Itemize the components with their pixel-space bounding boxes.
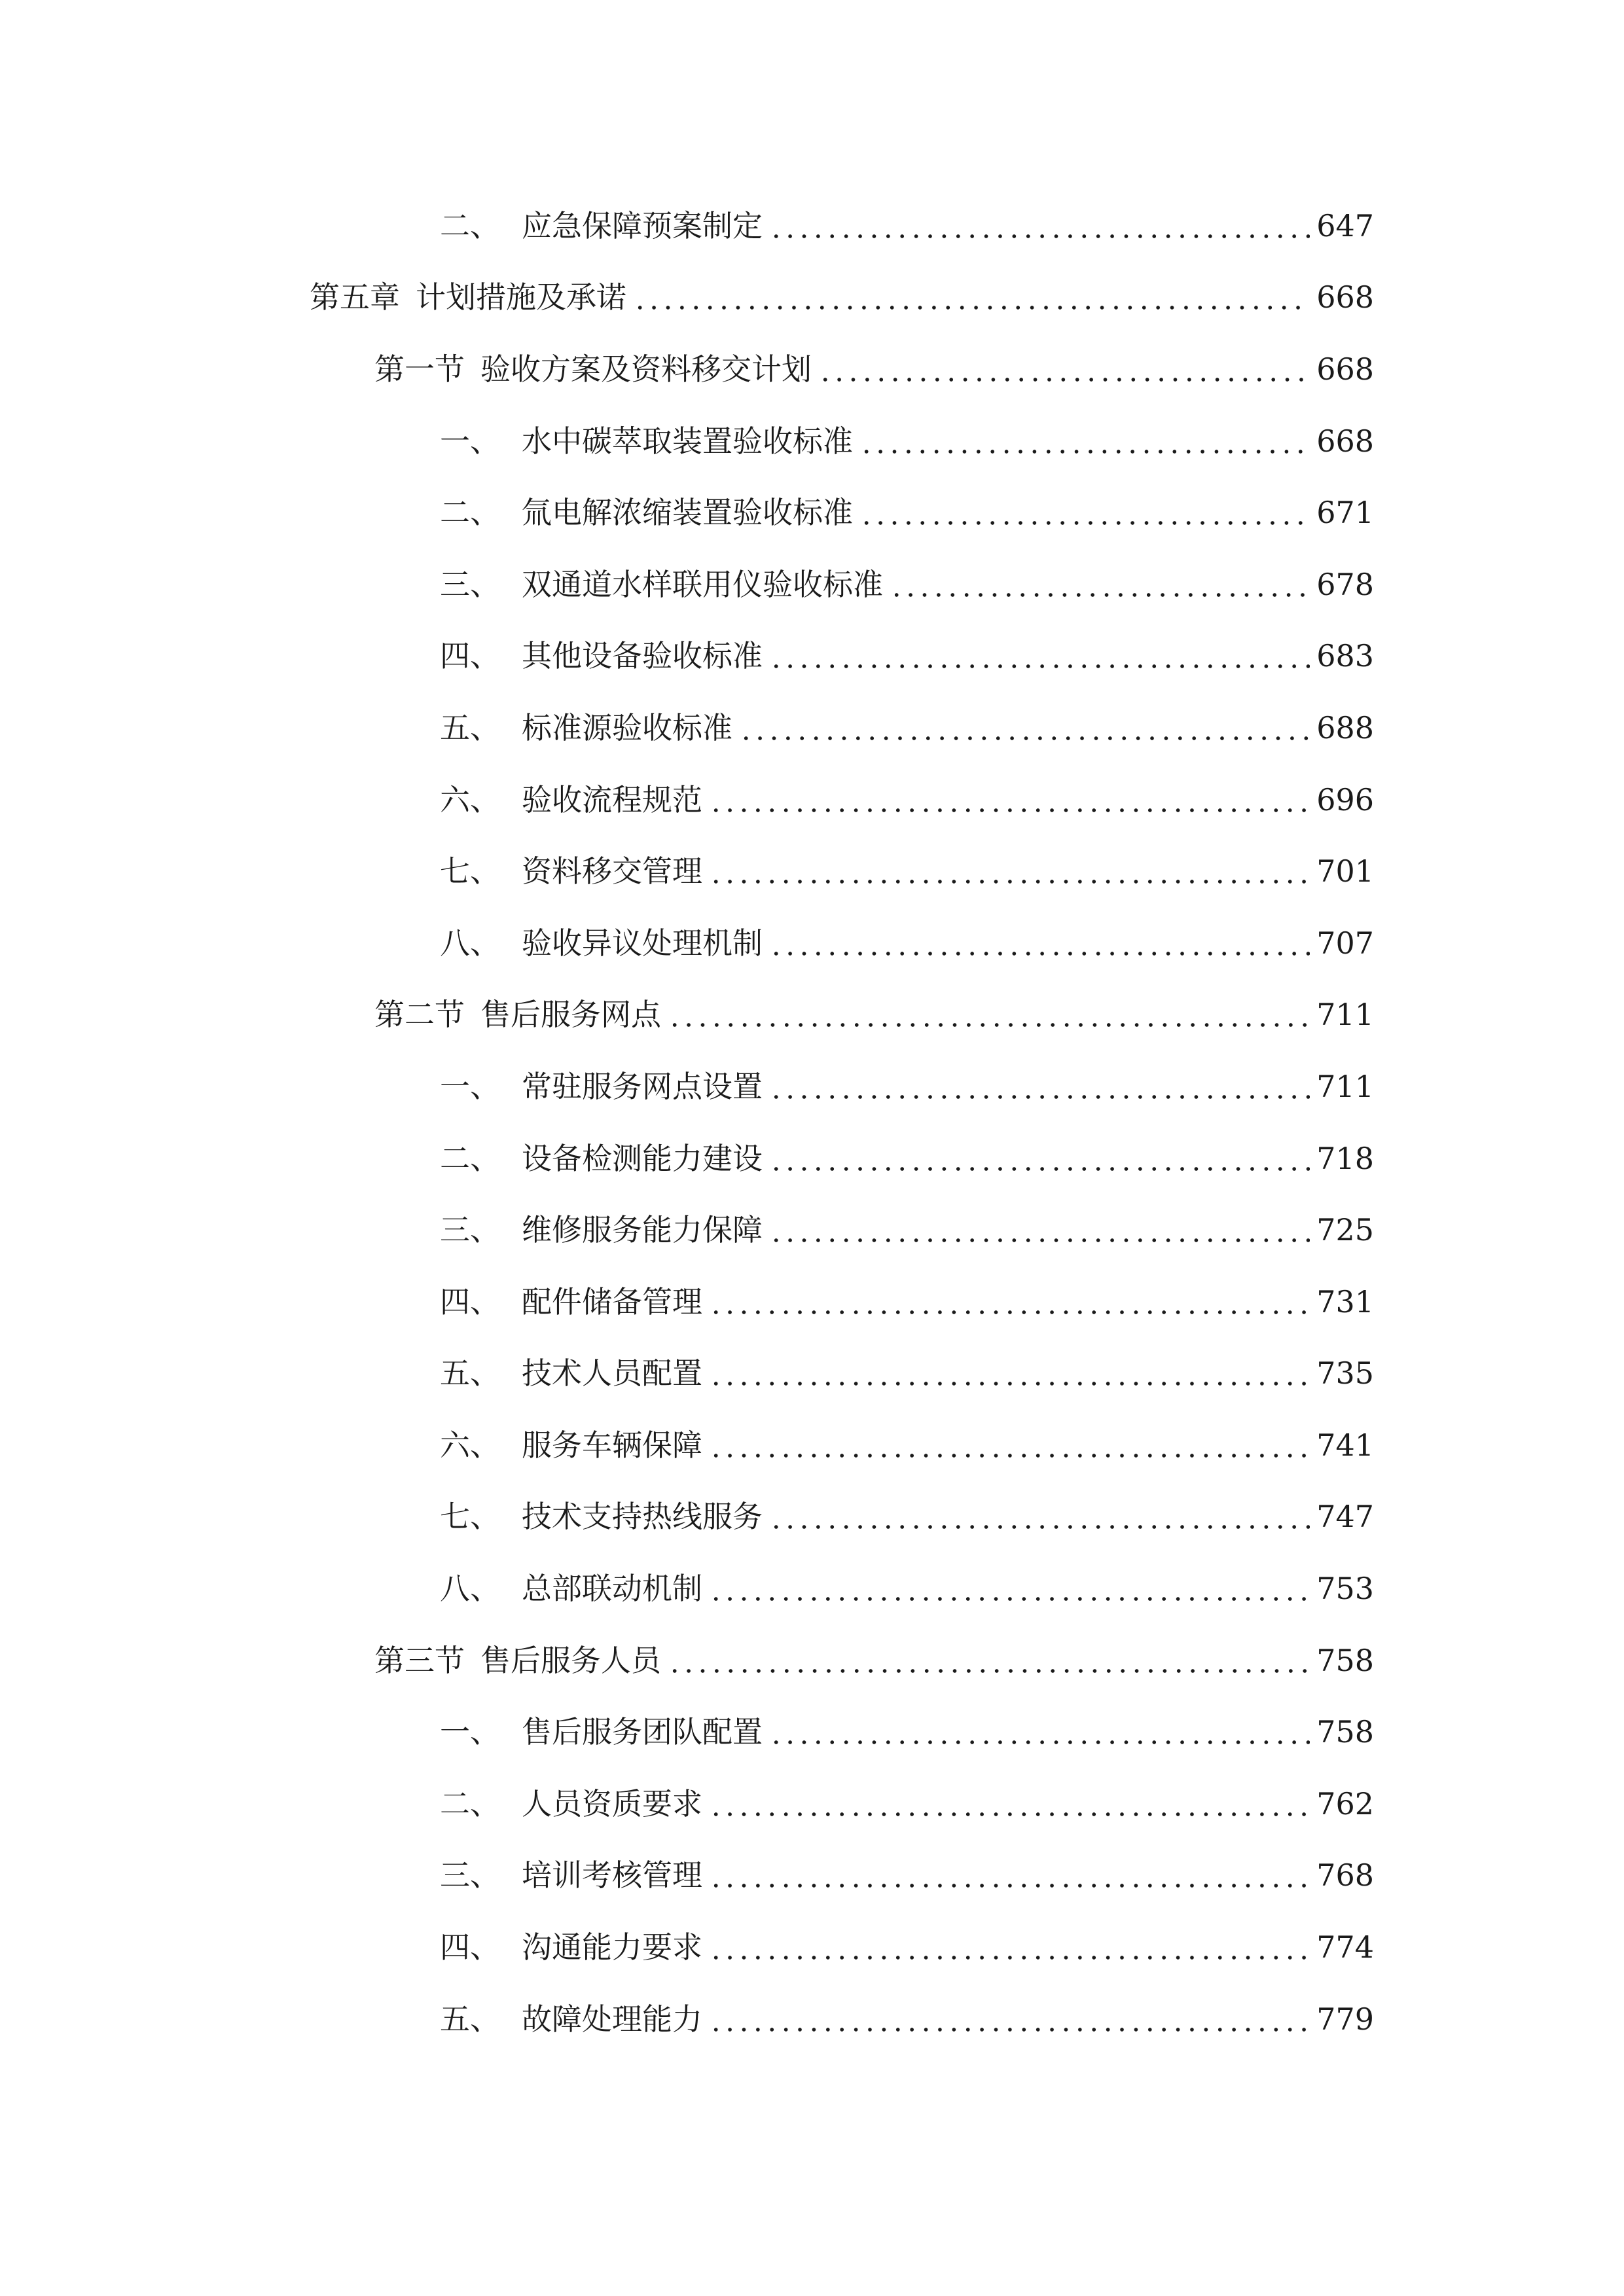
toc-entry[interactable] [0,1911,1624,1983]
toc-entry-page-number: 747 [1316,1499,1374,1535]
toc-entry-number: 二、 [440,1785,500,1821]
toc-entry-page-number: 711 [1316,1068,1374,1104]
toc-entry-page-number: 668 [1316,351,1374,387]
toc-entry-number: 三、 [440,1857,500,1893]
toc-entry-title: 设备检测能力建设 [522,1140,763,1176]
toc-entry-number: 一、 [440,1068,500,1104]
toc-entry-page-number: 707 [1316,925,1374,961]
toc-entry[interactable] [0,1266,1624,1338]
dot-leader [709,2004,1310,2034]
toc-entry-page-number: 779 [1316,2001,1374,2037]
toc-entry-number: 三、 [440,1212,500,1248]
toc-entry-title: 技术人员配置 [522,1355,702,1391]
toc-entry[interactable] [0,835,1624,907]
dot-leader [709,1430,1310,1460]
toc-entry-title: 标准源验收标准 [522,709,732,745]
dot-leader [769,211,1310,241]
toc-entry[interactable] [0,333,1624,405]
toc-entry-number: 六、 [440,1427,500,1463]
toc-entry-page-number: 741 [1316,1427,1374,1463]
toc-entry-page-number: 688 [1316,709,1374,745]
toc-entry[interactable] [0,1122,1624,1194]
toc-entry[interactable] [0,1624,1624,1696]
dot-leader [709,1358,1310,1388]
toc-entry[interactable] [0,190,1624,262]
dot-leader [709,1789,1310,1819]
toc-entry[interactable] [0,907,1624,979]
dot-leader [769,1143,1310,1174]
dot-leader [859,497,1310,528]
toc-entry-number: 二、 [440,495,500,531]
toc-entry[interactable] [0,1050,1624,1122]
toc-entry-title: 维修服务能力保障 [522,1212,763,1248]
toc-entry-number: 五、 [440,1355,500,1391]
toc-entry-number: 第五章 [310,279,400,315]
toc-entry[interactable] [0,1409,1624,1481]
toc-entry-number: 五、 [440,709,500,745]
toc-entry[interactable] [0,1983,1624,2055]
dot-leader [739,713,1310,743]
toc-entry-number: 八、 [440,1571,500,1607]
toc-entry-page-number: 762 [1316,1785,1374,1821]
dot-leader [668,999,1310,1030]
dot-leader [769,1071,1310,1102]
dot-leader [859,426,1310,456]
toc-entry-title: 故障处理能力 [522,2001,702,2037]
toc-entry-title: 资料移交管理 [522,853,702,889]
dot-leader [709,785,1310,815]
dot-leader [709,856,1310,886]
toc-entry-page-number: 668 [1316,279,1374,315]
toc-entry[interactable] [0,764,1624,836]
toc-entry-page-number: 758 [1316,1642,1374,1678]
dot-leader [709,1932,1310,1962]
dot-leader [709,1860,1310,1890]
toc-entry-page-number: 758 [1316,1714,1374,1750]
toc-entry-title: 应急保障预案制定 [522,207,763,243]
toc-entry-page-number: 774 [1316,1929,1374,1965]
toc-entry-title: 计划措施及承诺 [416,279,626,315]
toc-entry-title: 双通道水样联用仪验收标准 [522,566,883,602]
toc-entry[interactable] [0,405,1624,477]
dot-leader [769,1215,1310,1245]
toc-entry-number: 三、 [440,566,500,602]
toc-entry[interactable] [0,979,1624,1051]
toc-entry[interactable] [0,1768,1624,1840]
toc-entry[interactable] [0,1840,1624,1912]
toc-entry[interactable] [0,692,1624,764]
toc-entry[interactable] [0,620,1624,692]
toc-entry-number: 六、 [440,781,500,817]
toc-entry[interactable] [0,548,1624,620]
toc-entry[interactable] [0,1338,1624,1410]
dot-leader [769,641,1310,671]
toc-entry-title: 沟通能力要求 [522,1929,702,1965]
toc-entry-number: 四、 [440,638,500,674]
toc-entry-page-number: 696 [1316,781,1374,817]
toc-entry-page-number: 701 [1316,853,1374,889]
toc-entry-title: 验收流程规范 [522,781,702,817]
toc-entry-number: 四、 [440,1929,500,1965]
toc-entry[interactable] [0,1194,1624,1266]
dot-leader [668,1645,1310,1676]
toc-entry-number: 五、 [440,2001,500,2037]
toc-entry[interactable] [0,262,1624,334]
toc-entry-page-number: 647 [1316,207,1374,243]
toc-entry-page-number: 753 [1316,1571,1374,1607]
toc-entry-number: 第一节 [374,351,465,387]
toc-entry-title: 验收异议处理机制 [522,925,763,961]
dot-leader [709,1287,1310,1317]
toc-entry[interactable] [0,1481,1624,1553]
dot-leader [769,1501,1310,1532]
toc-entry-title: 售后服务团队配置 [522,1714,763,1750]
toc-entry-number: 第三节 [374,1642,465,1678]
toc-entry-page-number: 671 [1316,495,1374,531]
toc-entry-title: 验收方案及资料移交计划 [480,351,812,387]
toc-entry-title: 售后服务网点 [480,997,661,1033]
toc-entry-page-number: 678 [1316,566,1374,602]
dot-leader [769,1717,1310,1747]
table-of-contents [0,190,1624,2054]
toc-entry-title: 技术支持热线服务 [522,1499,763,1535]
toc-entry-number: 二、 [440,1140,500,1176]
toc-entry-number: 一、 [440,423,500,459]
toc-entry-title: 水中碳萃取装置验收标准 [522,423,853,459]
toc-entry-page-number: 668 [1316,423,1374,459]
toc-entry-page-number: 768 [1316,1857,1374,1893]
toc-entry-number: 八、 [440,925,500,961]
toc-entry-page-number: 683 [1316,638,1374,674]
toc-entry-page-number: 731 [1316,1283,1374,1319]
toc-entry-page-number: 718 [1316,1140,1374,1176]
toc-entry-number: 二、 [440,207,500,243]
toc-entry[interactable] [0,476,1624,548]
toc-entry[interactable] [0,1552,1624,1624]
toc-entry-number: 第二节 [374,997,465,1033]
toc-entry-number: 七、 [440,1499,500,1535]
toc-entry-title: 常驻服务网点设置 [522,1068,763,1104]
toc-entry-page-number: 711 [1316,997,1374,1033]
toc-entry-title: 配件储备管理 [522,1283,702,1319]
toc-entry-page-number: 725 [1316,1212,1374,1248]
toc-entry-page-number: 735 [1316,1355,1374,1391]
toc-entry-title: 售后服务人员 [480,1642,661,1678]
dot-leader [818,354,1310,384]
toc-entry-number: 一、 [440,1714,500,1750]
dot-leader [890,569,1310,600]
toc-entry-title: 氚电解浓缩装置验收标准 [522,495,853,531]
toc-entry-title: 人员资质要求 [522,1785,702,1821]
toc-entry-number: 四、 [440,1283,500,1319]
dot-leader [709,1573,1310,1604]
toc-entry[interactable] [0,1696,1624,1768]
toc-entry-title: 培训考核管理 [522,1857,702,1893]
toc-entry-title: 总部联动机制 [522,1571,702,1607]
toc-entry-title: 其他设备验收标准 [522,638,763,674]
toc-entry-title: 服务车辆保障 [522,1427,702,1463]
dot-leader [769,928,1310,958]
toc-entry-number: 七、 [440,853,500,889]
dot-leader [633,282,1310,312]
